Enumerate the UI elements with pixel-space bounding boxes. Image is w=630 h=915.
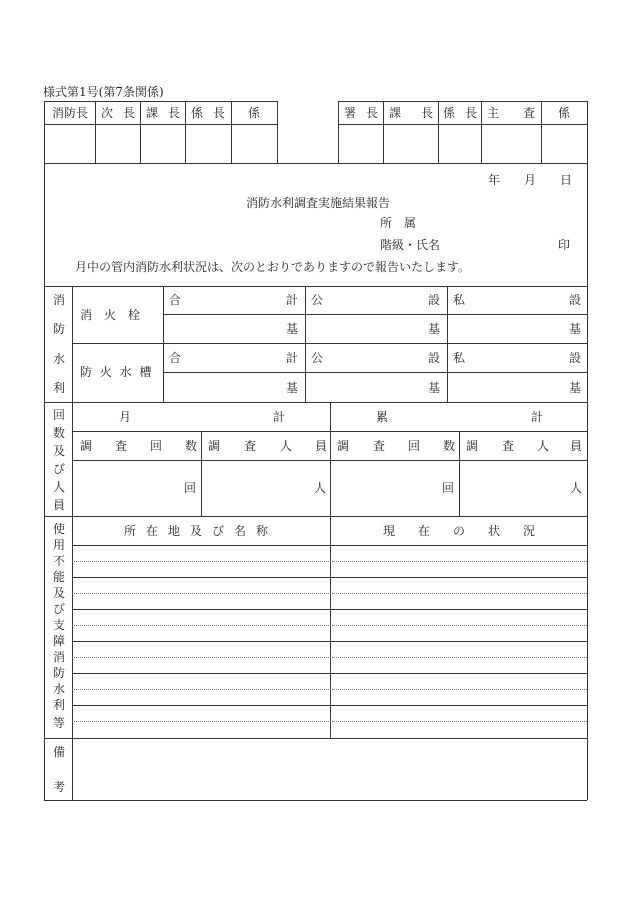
unusable-label-11: 水: [53, 682, 66, 696]
month-people-h3: 人: [280, 439, 293, 453]
report-title: 消防水利調査実施結果報告: [246, 196, 391, 210]
unusable-label-3: 不: [53, 554, 66, 568]
unusable-label-1: 使: [53, 522, 66, 536]
approval-unit-chief: 係 長: [191, 106, 228, 120]
location-h1: 所: [124, 524, 137, 538]
report-body-text: 月中の管内消防水利状況は、次のとおりでありますので報告いたします。: [75, 260, 471, 274]
unusable-label-12: 利: [53, 698, 66, 712]
approval-unit-chief-right: 係 長: [443, 106, 480, 120]
approval-fire-chief: 消防長: [52, 106, 89, 120]
seal-mark: 印: [558, 238, 571, 252]
tank-public-label-b: 設: [428, 351, 441, 365]
cum-people-h1: 調: [466, 439, 479, 453]
tank-public-label-a: 公: [311, 351, 324, 365]
month-total-label-b: 計: [273, 410, 286, 424]
status-h3: の: [453, 524, 466, 538]
tank-total-unit: 基: [286, 381, 299, 395]
survey-label-5: 人: [53, 480, 66, 494]
cum-people-h2: 査: [502, 439, 515, 453]
status-h1: 現: [383, 524, 396, 538]
tank-private-label-a: 私: [453, 351, 466, 365]
survey-label-2: 数: [53, 426, 66, 440]
tank-total-label-b: 計: [286, 351, 299, 365]
survey-label-3: 及: [53, 444, 66, 458]
hydrant-total-unit: 基: [286, 322, 299, 336]
date-day: 日: [560, 173, 573, 187]
cum-count-h2: 査: [373, 439, 386, 453]
water-label-4: 利: [53, 381, 66, 395]
tank-public-unit: 基: [428, 381, 441, 395]
cum-times-unit: 回: [442, 481, 455, 495]
month-count-h2: 査: [115, 439, 128, 453]
remarks-label-1: 備: [53, 745, 66, 759]
month-people-h2: 査: [244, 439, 257, 453]
unusable-label-13: 等: [53, 716, 66, 730]
approval-station-chief: 署 長: [344, 106, 381, 120]
status-h2: 在: [418, 524, 431, 538]
location-h7: 称: [256, 524, 269, 538]
approval-staff-right: 係: [558, 106, 571, 120]
tank-private-unit: 基: [569, 381, 582, 395]
date-year: 年: [488, 173, 501, 187]
location-h2: 在: [146, 524, 159, 538]
month-count-h3: 回: [150, 439, 163, 453]
unusable-label-4: 能: [53, 570, 66, 584]
month-count-h4: 数: [185, 439, 198, 453]
hydrant-label: 消 火 栓: [80, 308, 141, 322]
survey-label-6: 員: [53, 498, 66, 512]
unusable-label-10: 防: [53, 666, 66, 680]
month-times-unit: 回: [184, 481, 197, 495]
unusable-label-5: 及: [53, 586, 66, 600]
month-count-h1: 調: [80, 439, 93, 453]
hydrant-total-label-a: 合: [169, 293, 182, 307]
approval-section-cho: 長: [421, 106, 434, 120]
cum-people-h4: 員: [570, 439, 583, 453]
hydrant-public-unit: 基: [428, 322, 441, 336]
approval-inspector-sa: 査: [523, 106, 536, 120]
approval-section-ka: 課: [389, 106, 402, 120]
hydrant-private-unit: 基: [569, 322, 582, 336]
date-month: 月: [524, 173, 537, 187]
survey-label-1: 回: [53, 408, 66, 422]
location-h4: 及: [190, 524, 203, 538]
tank-label: 防 火 水 槽: [80, 365, 154, 379]
cum-count-h1: 調: [337, 439, 350, 453]
form-number: 様式第1号(第7条関係): [43, 85, 164, 99]
approval-deputy-chief: 次 長: [101, 106, 138, 120]
cumulative-total-label-b: 計: [531, 410, 544, 424]
hydrant-public-label-a: 公: [311, 293, 324, 307]
unusable-label-6: び: [53, 602, 66, 616]
location-h5: び: [212, 524, 225, 538]
unusable-label-8: 障: [53, 634, 66, 648]
tank-private-label-b: 設: [569, 351, 582, 365]
hydrant-total-label-b: 計: [286, 293, 299, 307]
cum-count-h4: 数: [443, 439, 456, 453]
water-label-3: 水: [53, 352, 66, 366]
month-people-unit: 人: [314, 481, 327, 495]
water-label-2: 防: [53, 322, 66, 336]
unusable-label-2: 用: [53, 538, 66, 552]
hydrant-private-label-a: 私: [453, 293, 466, 307]
status-h4: 状: [488, 524, 501, 538]
approval-inspector-shu: 主: [487, 106, 500, 120]
water-label-1: 消: [53, 293, 66, 307]
approval-section-chief: 課 長: [146, 106, 183, 120]
tank-total-label-a: 合: [169, 351, 182, 365]
remarks-label-2: 考: [53, 780, 66, 794]
cumulative-total-label-a: 累: [376, 410, 389, 424]
unusable-label-7: 支: [53, 618, 66, 632]
hydrant-public-label-b: 設: [428, 293, 441, 307]
month-people-h4: 員: [315, 439, 328, 453]
cum-count-h3: 回: [408, 439, 421, 453]
status-h5: 況: [523, 524, 536, 538]
hydrant-private-label-b: 設: [569, 293, 582, 307]
location-h3: 地: [168, 524, 181, 538]
month-total-label-a: 月: [119, 410, 132, 424]
cum-people-unit: 人: [570, 481, 583, 495]
location-h6: 名: [234, 524, 247, 538]
affiliation-label: 所 属: [380, 216, 417, 230]
cum-people-h3: 人: [537, 439, 550, 453]
rank-name-label: 階級・氏名: [380, 238, 441, 252]
approval-staff: 係: [248, 106, 261, 120]
month-people-h1: 調: [208, 439, 221, 453]
unusable-label-9: 消: [53, 650, 66, 664]
survey-label-4: び: [53, 462, 66, 476]
